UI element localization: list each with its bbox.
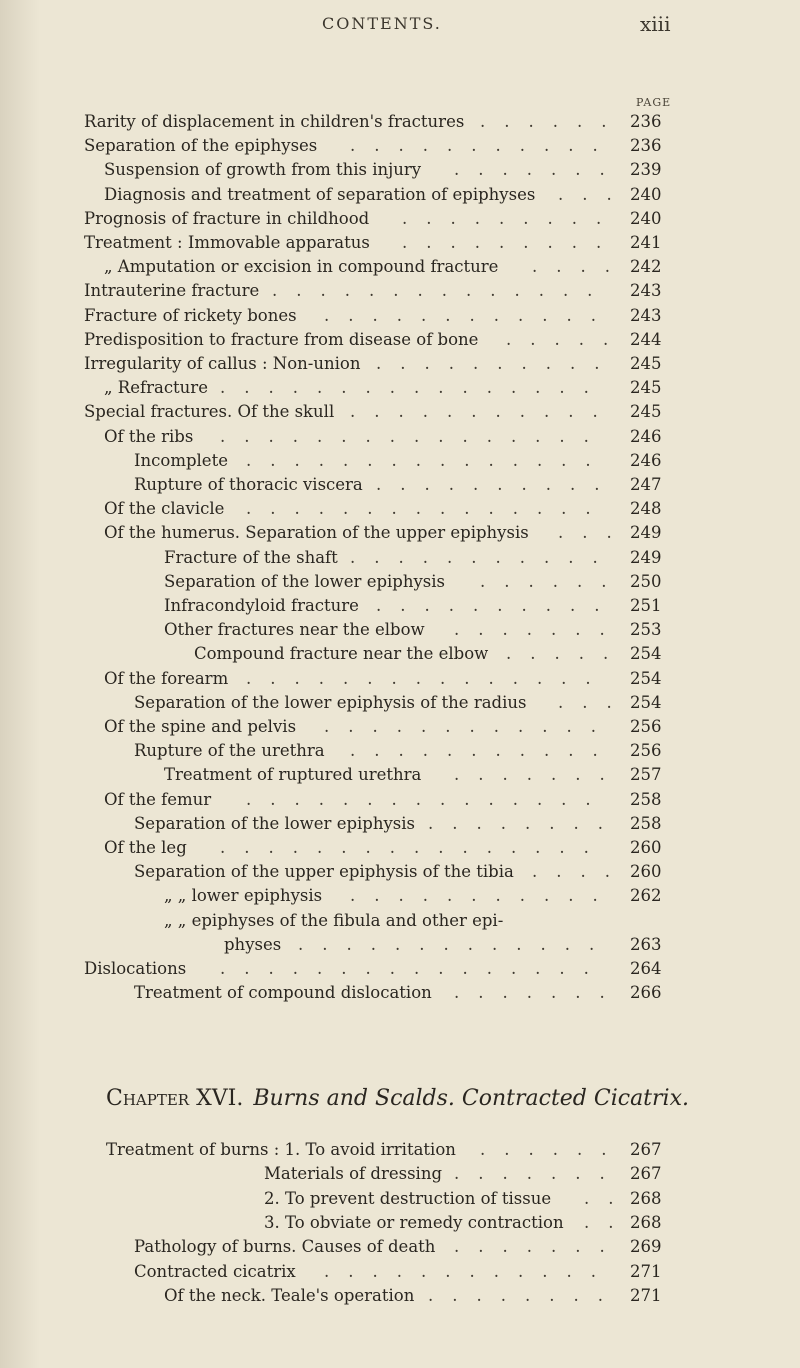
entry-page-number: 257 [630, 765, 662, 785]
entry-title: Irregularity of callus : Non-union [84, 354, 361, 373]
entry-title: 3. To obviate or remedy contraction [264, 1212, 564, 1232]
contents-entry [0, 788, 800, 812]
dot-leader: ... [558, 184, 631, 204]
entry-page-number: 268 [630, 1188, 662, 1208]
entry-page-number: 249 [630, 547, 662, 567]
entry-page-number: 248 [630, 499, 662, 519]
contents-entry [0, 497, 800, 521]
contents-entry [0, 836, 800, 860]
page-number: xiii [640, 12, 671, 36]
contents-entry [0, 715, 800, 739]
dot-leader: ......... [402, 233, 621, 252]
dot-leader: ............... [246, 789, 610, 809]
entry-page-number: 241 [630, 233, 662, 252]
entry-page-number: 240 [630, 184, 662, 204]
contents-entry [0, 594, 800, 618]
dot-leader: ........ [428, 1285, 622, 1305]
contents-entry [0, 207, 800, 231]
chapter-title: Burns and Scalds. Contracted Cicatrix. [253, 1086, 689, 1111]
entry-page-number: 243 [630, 281, 662, 301]
entry-title: Fracture of the shaft [164, 547, 338, 567]
contents-entry [0, 231, 800, 255]
entry-title: Of the femur [104, 789, 212, 809]
entry-title: Infracondyloid fracture [164, 596, 359, 615]
dot-leader: ........... [350, 547, 617, 567]
entry-title: Treatment of compound dislocation [134, 983, 432, 1003]
contents-entry [0, 570, 800, 594]
entry-page-number: 258 [630, 789, 662, 809]
entry-title: Contracted cicatrix [134, 1261, 296, 1281]
contents-entry [0, 981, 800, 1005]
dot-leader: ................ [220, 838, 608, 857]
dot-leader: .. [584, 1212, 633, 1232]
dot-leader: ..... [506, 644, 628, 664]
dot-leader: ...... [480, 112, 626, 131]
dot-leader: ................ [220, 378, 608, 398]
dot-leader: .. [584, 1188, 633, 1208]
entry-title: Suspension of growth from this injury [104, 160, 422, 180]
entry-page-number: 239 [630, 160, 662, 180]
entry-title: „ Refracture [104, 378, 208, 398]
dot-leader: ....... [454, 765, 624, 785]
running-head-title: CONTENTS. [322, 14, 442, 33]
entry-title: Separation of the upper epiphysis of the tibia [134, 862, 514, 882]
entry-page-number: 245 [630, 354, 662, 373]
dot-leader: ....... [454, 983, 624, 1003]
contents-entry [0, 812, 800, 836]
contents-entry [0, 134, 800, 158]
entry-page-number: 245 [630, 402, 662, 422]
entry-page-number: 246 [630, 426, 662, 446]
dot-leader: ............. [298, 934, 614, 954]
contents-entry [0, 957, 800, 981]
dot-leader: ............ [324, 305, 615, 325]
contents-entry [0, 521, 800, 545]
dot-leader: ....... [454, 160, 624, 180]
contents-entry [0, 449, 800, 473]
entry-title: Of the neck. Teale's operation [164, 1285, 415, 1305]
contents-entry [0, 279, 800, 303]
entry-page-number: 264 [630, 959, 662, 978]
entry-page-number: 266 [630, 983, 662, 1003]
chapter-label: Chapter XVI. [106, 1086, 244, 1111]
contents-entry [0, 933, 800, 957]
entry-title: Separation of the epiphyses [84, 136, 318, 156]
entry-title: Other fractures near the elbow [164, 620, 425, 640]
contents-entry [0, 1187, 800, 1211]
dot-leader: ............ [324, 717, 615, 736]
entry-title: Separation of the lower epiphysis [164, 571, 446, 591]
entry-title: Separation of the lower epiphysis [134, 813, 416, 833]
dot-leader: ............... [246, 499, 610, 519]
chapter-heading [106, 1086, 689, 1111]
entry-page-number: 246 [630, 450, 662, 470]
entry-title: Special fractures. Of the skull [84, 402, 335, 422]
contents-entry [0, 618, 800, 642]
entry-title: Treatment of burns : 1. To avoid irritation [106, 1140, 456, 1159]
dot-leader: ... [558, 692, 631, 712]
dot-leader: .............. [272, 281, 612, 301]
contents-entry [0, 763, 800, 787]
entry-title: Separation of the lower epiphysis of the radius [134, 692, 527, 712]
contents-entry [0, 860, 800, 884]
dot-leader: ....... [454, 1164, 624, 1184]
entry-title: Materials of dressing [264, 1164, 443, 1184]
dot-leader: ...... [480, 571, 626, 591]
contents-entry [0, 884, 800, 908]
entry-page-number: 242 [630, 257, 662, 277]
contents-entry [0, 909, 800, 933]
entry-title: Prognosis of fracture in childhood [84, 208, 370, 228]
contents-entry [0, 546, 800, 570]
dot-leader: ............ [324, 1261, 615, 1281]
entry-title: Fracture of rickety bones [84, 305, 297, 325]
entry-title: physes [224, 934, 282, 954]
entry-page-number: 247 [630, 475, 662, 494]
contents-entry [0, 425, 800, 449]
entry-title: „ „ epiphyses of the fibula and other epi- [164, 910, 504, 930]
contents-entry [0, 1284, 800, 1308]
entry-title: „ „ lower epiphysis [164, 886, 323, 906]
entry-page-number: 256 [630, 741, 662, 761]
entry-page-number: 258 [630, 813, 662, 833]
entry-page-number: 262 [630, 886, 662, 906]
entry-page-number: 254 [630, 668, 662, 688]
entry-page-number: 251 [630, 596, 662, 615]
dot-leader: ................ [220, 426, 608, 446]
dot-leader: ....... [454, 1237, 624, 1257]
entry-title: Rupture of the urethra [134, 741, 325, 761]
dot-leader: .... [532, 257, 629, 277]
entry-page-number: 267 [630, 1164, 662, 1184]
entry-page-number: 268 [630, 1212, 662, 1232]
contents-entry [0, 352, 800, 376]
contents-entry [0, 304, 800, 328]
entry-page-number: 236 [630, 112, 662, 131]
dot-leader: ...... [480, 1140, 626, 1159]
contents-entry [0, 1211, 800, 1235]
dot-leader: ........... [350, 741, 617, 761]
entry-page-number: 271 [630, 1261, 662, 1281]
entry-title: Rupture of thoracic viscera [134, 475, 363, 494]
contents-entry [0, 1260, 800, 1284]
entry-title: Rarity of displacement in children's fractures [84, 112, 465, 131]
contents-entry [0, 328, 800, 352]
contents-entry [0, 667, 800, 691]
contents-entry [0, 400, 800, 424]
dot-leader: .... [532, 862, 629, 882]
contents-entry [0, 183, 800, 207]
entry-title: Diagnosis and treatment of separation of epiphyses [104, 184, 536, 204]
dot-leader: ............... [246, 450, 610, 470]
contents-entry [0, 1235, 800, 1259]
dot-leader: ......... [402, 208, 621, 228]
entry-page-number: 267 [630, 1140, 662, 1159]
entry-title: Pathology of burns. Causes of death [134, 1237, 436, 1257]
contents-entry [0, 158, 800, 182]
entry-page-number: 250 [630, 571, 662, 591]
entry-title: „ Amputation or excision in compound fracture [104, 257, 499, 277]
entry-page-number: 243 [630, 305, 662, 325]
entry-title: Treatment : Immovable apparatus [84, 233, 370, 252]
dot-leader: ........... [350, 886, 617, 906]
entry-page-number: 244 [630, 329, 662, 349]
entry-title: Of the ribs [104, 426, 194, 446]
contents-entry [0, 1162, 800, 1186]
entry-title: Of the clavicle [104, 499, 225, 519]
entry-page-number: 256 [630, 717, 662, 736]
dot-leader: ..... [506, 329, 628, 349]
entry-page-number: 254 [630, 644, 662, 664]
entry-title: 2. To prevent destruction of tissue [264, 1188, 552, 1208]
entry-title: Of the leg [104, 838, 187, 857]
contents-entry [0, 376, 800, 400]
contents-entry [0, 691, 800, 715]
dot-leader: .......... [376, 596, 619, 615]
entry-page-number: 236 [630, 136, 662, 156]
dot-leader: ....... [454, 620, 624, 640]
contents-entry [0, 1138, 800, 1162]
dot-leader: ................ [220, 959, 608, 978]
running-head [0, 8, 800, 38]
entry-page-number: 269 [630, 1237, 662, 1257]
dot-leader: ............... [246, 668, 610, 688]
entry-page-number: 260 [630, 838, 662, 857]
contents-entry [0, 110, 800, 134]
page-column-label: PAGE [636, 96, 672, 109]
contents-entry [0, 255, 800, 279]
entry-page-number: 253 [630, 620, 662, 640]
dot-leader: ........... [350, 136, 617, 156]
entry-page-number: 240 [630, 208, 662, 228]
dot-leader: ........ [428, 813, 622, 833]
entry-title: Treatment of ruptured urethra [164, 765, 422, 785]
entry-title: Compound fracture near the elbow [194, 644, 489, 664]
entry-title: Predisposition to fracture from disease of bone [84, 329, 479, 349]
entry-title: Incomplete [134, 450, 228, 470]
entry-page-number: 254 [630, 692, 662, 712]
entry-page-number: 260 [630, 862, 662, 882]
dot-leader: .......... [376, 354, 619, 373]
entry-title: Dislocations [84, 959, 187, 978]
entry-page-number: 249 [630, 523, 662, 543]
entry-title: Of the humerus. Separation of the upper epiphysis [104, 523, 529, 543]
contents-entry [0, 473, 800, 497]
entry-page-number: 271 [630, 1285, 662, 1305]
entry-title: Of the forearm [104, 668, 229, 688]
dot-leader: ........... [350, 402, 617, 422]
dot-leader: .......... [376, 475, 619, 494]
entry-title: Intrauterine fracture [84, 281, 260, 301]
contents-entry [0, 739, 800, 763]
entry-page-number: 263 [630, 934, 662, 954]
entry-page-number: 245 [630, 378, 662, 398]
contents-entry [0, 642, 800, 666]
entry-title: Of the spine and pelvis [104, 717, 297, 736]
dot-leader: ... [558, 523, 631, 543]
